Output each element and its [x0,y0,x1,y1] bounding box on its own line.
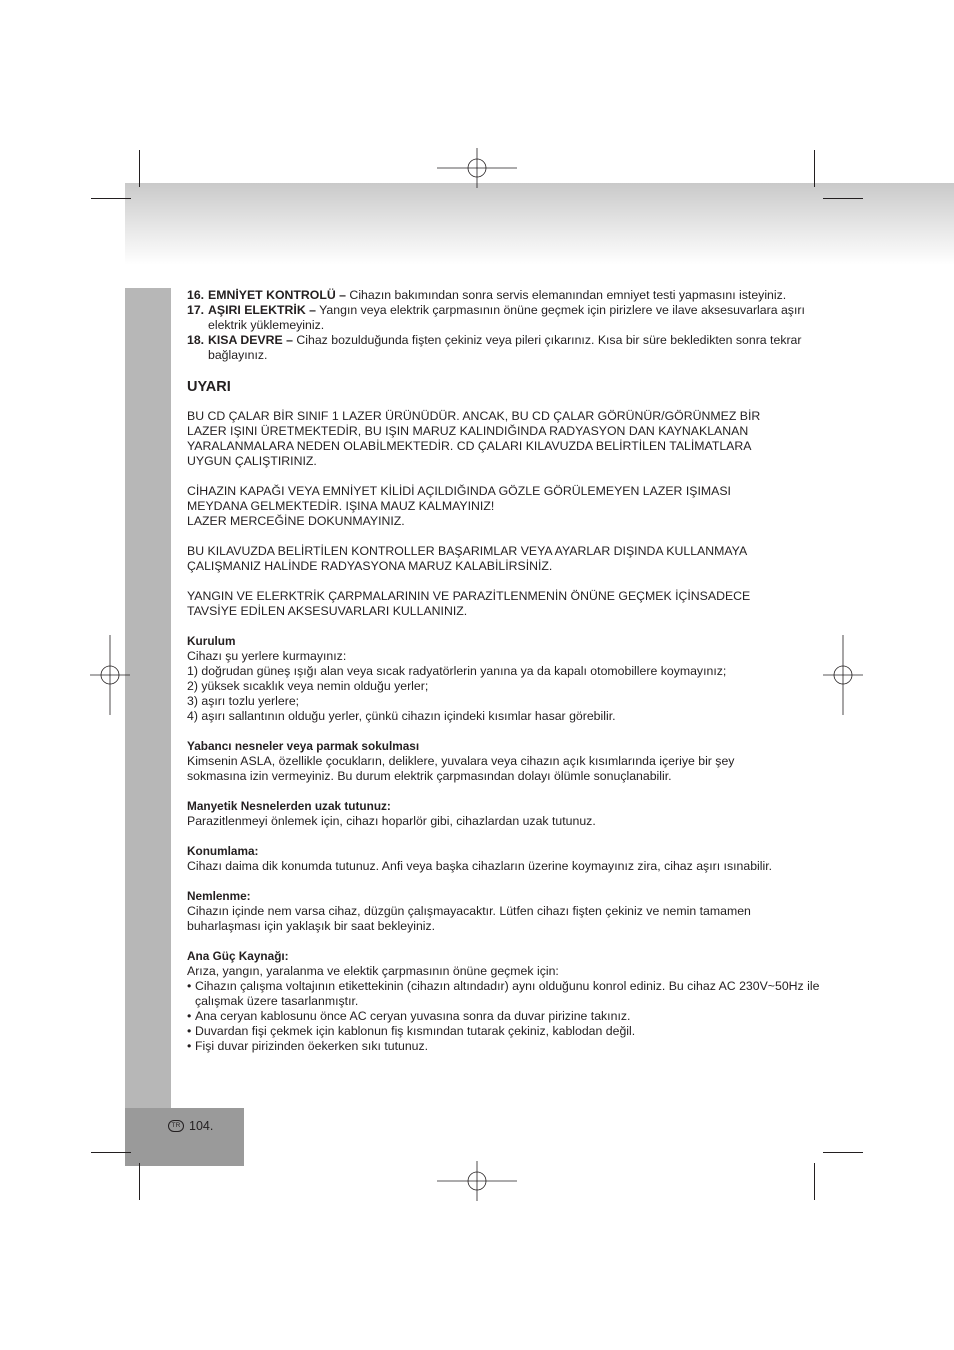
warning-line: CİHAZIN KAPAĞI VEYA EMNİYET KİLİDİ AÇILDIĞINDA GÖZLE GÖRÜLEMEYEN LAZER IŞIMASI [187,484,731,498]
item-text: Cihazın bakımından sonra servis elemanından emniyet testi yapmasını isteyiniz. [346,288,787,302]
item-title: KISA DEVRE – [208,333,293,347]
section-line: 2) yüksek sıcaklık veya nemin olduğu yerler; [187,679,429,693]
page-number-tab [125,1108,244,1166]
item-text: Yangın veya elektrik çarpmasının önüne geçmek için pirizlere ve ilave aksesuvarlara aşırı elektrik yüklemeyiniz. [208,303,805,332]
warning-line: LAZER MERCEĞİNE DOKUNMAYINIZ. [187,514,405,528]
header-band [125,183,954,265]
crop-mark [91,198,131,199]
section-line: Cihazı şu yerlere kurmayınız: [187,649,347,663]
bullet-item: • Duvardan fişi çekmek için kablonun fiş kısmından tutarak çekiniz, kablodan değil. [187,1024,636,1038]
warning-line: YANGIN VE ELERKTRİK ÇARPMALARININ VE PARAZİTLENMENİN ÖNÜNE GEÇMEK İÇİNSADECE [187,589,751,603]
item-title: AŞIRI ELEKTRİK – [208,303,316,317]
bullet-item: • Fişi duvar pirizinden öekerken sıkı tutunuz. [187,1039,429,1053]
numbered-item [187,288,827,303]
bullet-text: Fişi duvar pirizinden öekerken sıkı tutunuz. [195,1039,429,1053]
section-line: sokmasına izin vermeyiniz. Bu durum elektrik çarpmasından dolayı ölümle sonuçlanabilir. [187,769,672,783]
page-content [187,288,827,1054]
section-line: Kimsenin ASLA, özellikle çocukların, deliklere, yuvalara veya cihazın açık kısımlarında içeriye bir şey [187,754,735,768]
warning-heading: UYARI [187,379,231,395]
crop-mark [814,150,815,187]
section-line: buharlaşması için yaklaşık bir saat bekleyiniz. [187,919,436,933]
section-line: Cihazın içinde nem varsa cihaz, düzgün çalışmayacaktır. Lütfen cihazı fişten çekiniz ve nemin tamamen [187,904,751,918]
registration-mark-bottom [437,1161,517,1201]
bullet-text: Cihazın çalışma voltajının etikettekinin (cihazın altındadır) aynı olduğunu konrol ediniz. Bu cihaz AC 230V~50Hz ile çalışmak üzere tasarlanmıştır. [195,979,820,1008]
section-line: Parazitlenmeyi önlemek için, cihazı hoparlör gibi, cihazlardan uzak tutunuz. [187,814,596,828]
section-heading-manyetik: Manyetik Nesnelerden uzak tutunuz: [187,799,391,813]
numbered-item [187,333,827,363]
warning-line: BU CD ÇALAR BİR SINIF 1 LAZER ÜRÜNÜDÜR. ANCAK, BU CD ÇALAR GÖRÜNÜR/GÖRÜNMEZ BİR [187,409,761,423]
section-heading-konumlama: Konumlama: [187,844,259,858]
item-text: Cihaz bozulduğunda fişten çekiniz veya pileri çıkarınız. Kısa bir süre bekledikten sonra tekrar bağlayınız. [208,333,802,362]
section-heading-power: Ana Güç Kaynağı: [187,949,289,963]
language-badge: TR [168,1120,184,1132]
bullet-item: • Ana ceryan kablosunu önce AC ceryan yuvasına sonra da duvar pirizine takınız. [187,1009,631,1023]
item-title: EMNİYET KONTROLÜ – [208,288,347,302]
warning-line: YARALANMALARA NEDEN OLABİLMEKTEDİR. CD ÇALARI KILAVUZDA BELİRTİLEN TALİMATLARA [187,439,752,453]
page-number [168,1119,213,1133]
warning-line: BU KILAVUZDA BELİRTİLEN KONTROLLER BAŞARIMLAR VEYA AYARLAR DIŞINDA KULLANMAYA [187,544,748,558]
item-number: 17. [187,303,205,317]
section-heading-kurulum: Kurulum [187,634,236,648]
bullet-text: Duvardan fişi çekmek için kablonun fiş kısmından tutarak çekiniz, kablodan değil. [195,1024,636,1038]
registration-mark-right [823,635,863,715]
section-line: Cihazı daima dik konumda tutunuz. Anfi veya başka cihazların üzerine koymayınız zira, cihaz aşırı ısınabilir. [187,859,773,873]
item-number: 16. [187,288,205,302]
crop-mark [814,1163,815,1200]
section-heading-yabanci: Yabancı nesneler veya parmak sokulması [187,739,420,753]
numbered-item [187,303,827,333]
section-line: 3) aşırı tozlu yerlere; [187,694,300,708]
warning-line: UYGUN ÇALIŞTIRINIZ. [187,454,317,468]
registration-mark-left [90,635,130,715]
section-line: 1) doğrudan güneş ışığı alan veya sıcak radyatörlerin yanına ya da kapalı otomobillere koymayınız; [187,664,727,678]
registration-mark-top [437,148,517,188]
crop-mark [139,1163,140,1200]
section-line: 4) aşırı sallantının olduğu yerler, çünkü cihazın içindeki kısımlar hasar görebilir. [187,709,616,723]
crop-mark [91,1152,131,1153]
crop-mark [139,150,140,187]
bullet-item: • Cihazın çalışma voltajının etikettekinin (cihazın altındadır) aynı olduğunu konrol ediniz. Bu cihaz AC 230V~50Hz ile çalışmak üzere tasarlanmıştır. [187,979,827,1009]
page-number-text: 104. [189,1119,214,1133]
bullet-text: Ana ceryan kablosunu önce AC ceryan yuvasına sonra da duvar pirizine takınız. [195,1009,631,1023]
warning-line: TAVSİYE EDİLEN AKSESUVARLARI KULLANINIZ. [187,604,468,618]
warning-line: ÇALIŞMANIZ HALİNDE RADYASYONA MARUZ KALABİLİRSİNİZ. [187,559,553,573]
section-heading-nemlenme: Nemlenme: [187,889,251,903]
side-bar [125,288,171,1166]
warning-line: MEYDANA GELMEKTEDİR. IŞINA MAUZ KALMAYINIZ! [187,499,495,513]
crop-mark [823,198,863,199]
section-line: Arıza, yangın, yaralanma ve elektik çarpmasının önüne geçmek için: [187,964,559,978]
warning-line: LAZER IŞINI ÜRETMEKTEDİR, BU IŞIN MARUZ KALINDIĞINDA RADYASYON DAN KAYNAKLANAN [187,424,749,438]
crop-mark [823,1152,863,1153]
item-number: 18. [187,333,205,347]
